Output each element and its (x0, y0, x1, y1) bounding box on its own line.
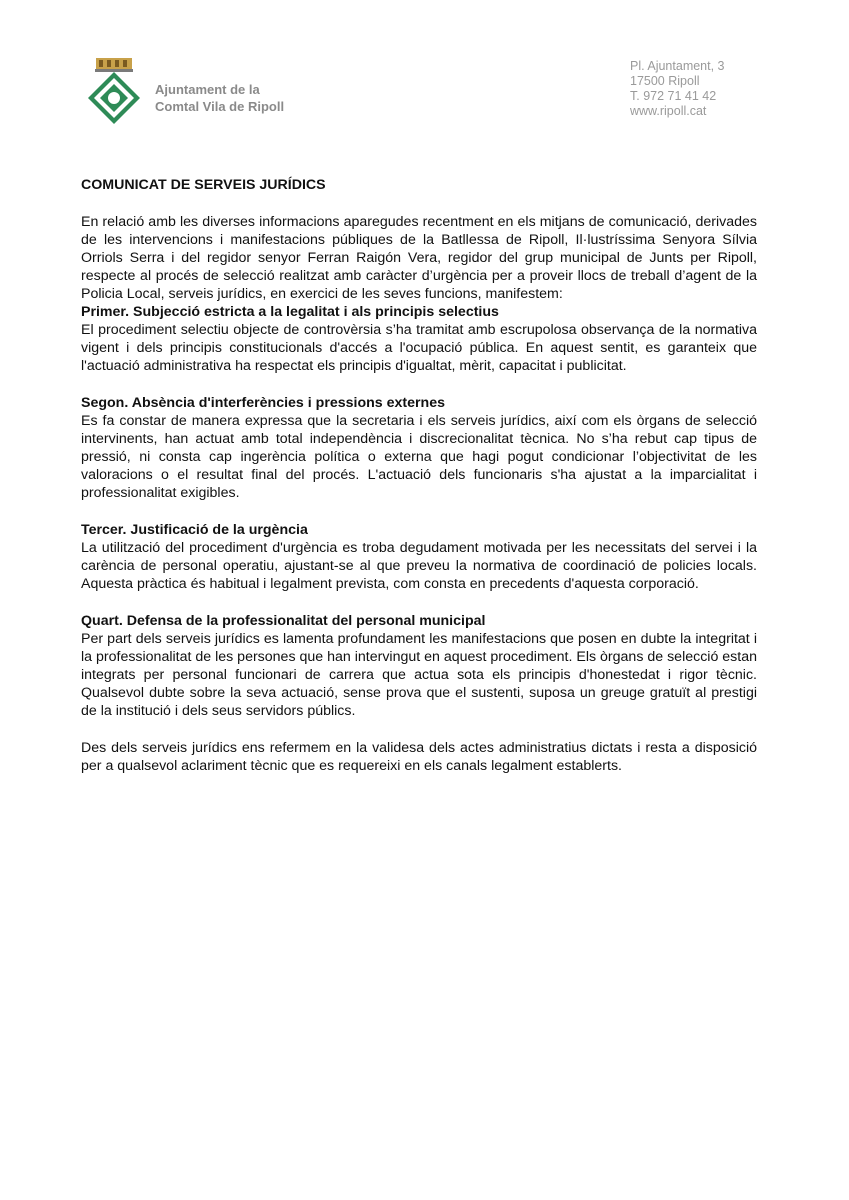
section-heading: Quart. Defensa de la professionalitat del personal municipal (81, 613, 486, 629)
document-title: COMUNICAT DE SERVEIS JURÍDICS (81, 177, 326, 193)
ripoll-coat-of-arms-icon (86, 56, 142, 126)
address-phone: T. 972 71 41 42 (630, 89, 717, 103)
section-heading: Segon. Absència d'interferències i pressions externes (81, 395, 445, 411)
closing-paragraph: Des dels serveis jurídics ens refermem en la validesa dels actes administratius dictats i resta a disposició per a qualsevol aclariment tècnic que es requereixi en els canals legalment establerts. (81, 740, 757, 774)
section-primer (81, 303, 757, 375)
section-body: Per part dels serveis jurídics es lamenta profundament les manifestacions que posen en dubte la integritat i la professionalitat de les persones que han intervingut en aquest procediment. Els òrgans de selecció estan integrats per personal funcionari de carrera que actua sota els principis d'honestedat i rigor tècnic. Qualsevol dubte sobre la seva actuació, sense prova que el sustenti, suposa un greuge gratuït al prestigi de la institució i dels seus servidors públics. (81, 631, 757, 719)
section-heading: Tercer. Justificació de la urgència (81, 522, 308, 538)
address-block (630, 59, 725, 119)
section-quart (81, 612, 757, 720)
section-body: El procediment selectiu objecte de controvèrsia s’ha tramitat amb escrupolosa observança de la normativa vigent i dels principis constitucionals d'accés a l'ocupació pública. En aquest sentit, es garanteix que l'actuació administrativa ha respectat els principis d'igualtat, mèrit, capacitat i publicitat. (81, 322, 757, 374)
section-body: Es fa constar de manera expressa que la secretaria i els serveis jurídics, així com els òrgans de selecció intervinents, han actuat amb total independència i discrecionalitat tècnica. No s’ha rebut cap tipus de pressió, ni consta cap ingerència política o externa que hagi pogut condicionar l’objectivitat de les valoracions o el resultat final del procés. L'actuació dels funcionaris s'ha ajustat a la imparcialitat i professionalitat exigibles. (81, 413, 757, 501)
section-segon (81, 394, 757, 502)
document-body (81, 176, 757, 775)
section-body: La utilització del procediment d'urgència es troba degudament motivada per les necessitats del servei i la carència de personal operatiu, ajustant-se al que preveu la normativa de coordinació de policies locals. Aquesta pràctica és habitual i legalment prevista, com consta en precedents d'aquesta corporació. (81, 540, 757, 592)
address-postcode: 17500 Ripoll (630, 74, 700, 88)
intro-paragraph: En relació amb les diverses informacions aparegudes recentment en els mitjans de comunicació, derivades de les intervencions i manifestacions públiques de la Batllessa de Ripoll, Il·lustríssima Senyora Sílvia Orriols Serra i del regidor senyor Ferran Raigón Vera, regidor del grup municipal de Junts per Ripoll, respecte al procés de selecció realitzat amb caràcter d’urgència per a proveir llocs de treball d’agent de la Policia Local, serveis jurídics, en exercici de les seves funcions, manifestem: (81, 214, 757, 302)
address-street: Pl. Ajuntament, 3 (630, 59, 725, 73)
organization-name-line1: Ajuntament de la (155, 82, 260, 97)
section-heading: Primer. Subjecció estricta a la legalitat i als principis selectius (81, 304, 499, 320)
address-website: www.ripoll.cat (630, 104, 707, 118)
organization-name-line2: Comtal Vila de Ripoll (155, 99, 285, 114)
organization-name (155, 81, 284, 115)
section-tercer (81, 521, 757, 593)
